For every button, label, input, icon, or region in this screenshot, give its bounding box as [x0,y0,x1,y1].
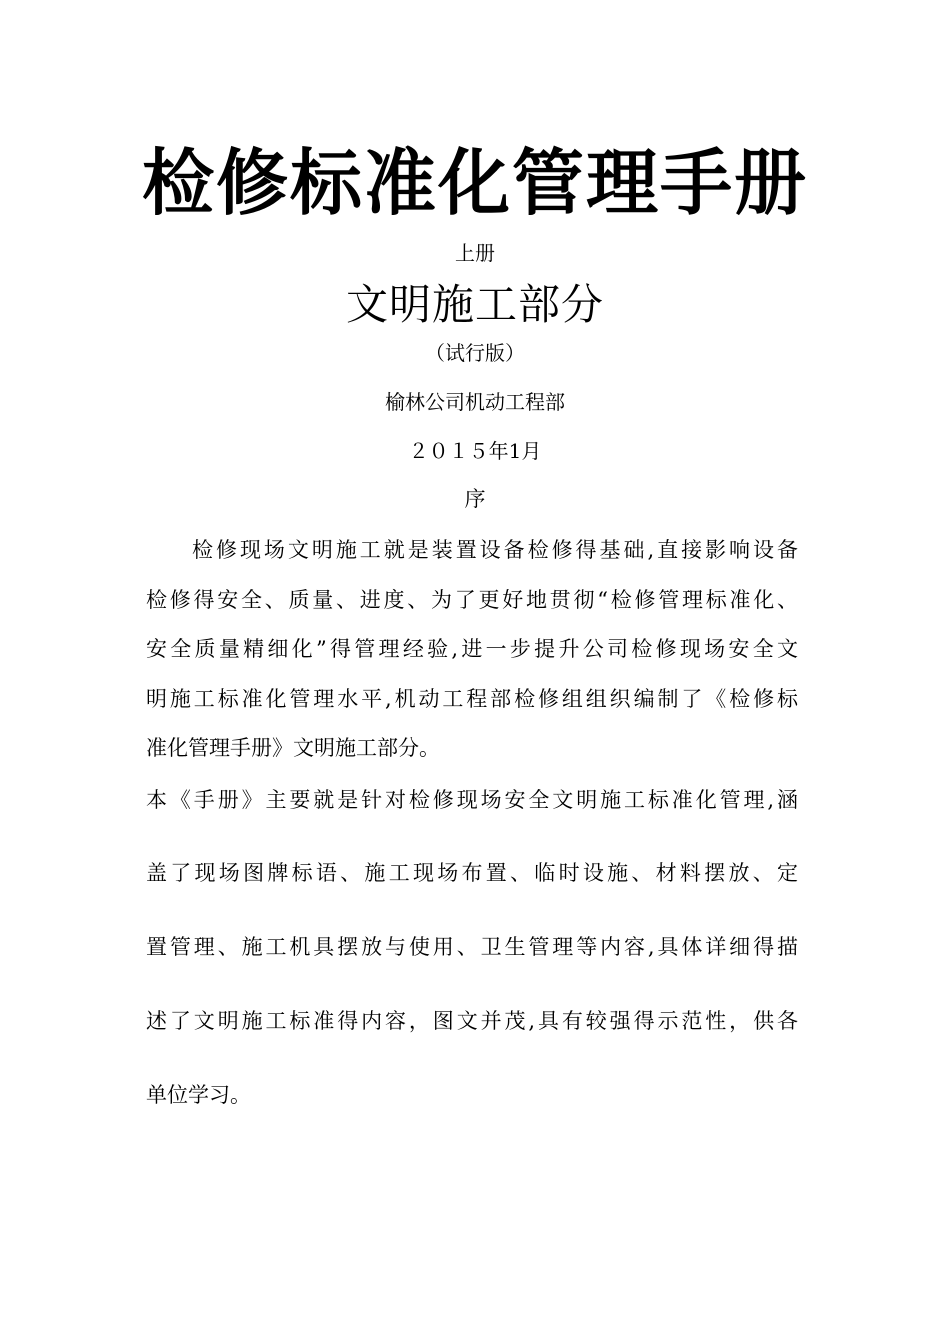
paragraph-line: 述了文明施工标准得内容，图文并茂,具有较强得示范性，供各 [146,1009,798,1033]
paragraph-line: 明施工标准化管理水平,机动工程部检修组组织编制了《检修标 [146,687,798,711]
publication-date: ２０１５年1月 [408,439,542,463]
paragraph-line: 检修得安全、质量、进度、为了更好地贯彻“检修管理标准化、 [146,588,798,612]
preface-heading: 序 [464,487,486,511]
paragraph-line: 盖了现场图牌标语、施工现场布置、临时设施、材料摆放、定 [146,861,798,885]
edition-label: （试行版） [425,341,525,365]
paragraph-line: 本《手册》主要就是针对检修现场安全文明施工标准化管理,涵 [146,788,798,812]
document-subtitle: 文明施工部分 [345,280,604,329]
volume-label: 上册 [455,241,495,265]
paragraph-line: 置管理、施工机具摆放与使用、卫生管理等内容,具体详细得描 [146,935,798,959]
document-title: 检修标准化管理手册 [141,140,808,225]
paragraph-line: 安全质量精细化”得管理经验,进一步提升公司检修现场安全文 [146,637,798,661]
paragraph-line: 检修现场文明施工就是装置设备检修得基础,直接影响设备 [192,538,798,562]
paragraph-line: 单位学习。 [146,1083,251,1107]
paragraph-line: 准化管理手册》文明施工部分。 [146,736,440,760]
organization-name: 榆林公司机动工程部 [385,390,565,414]
